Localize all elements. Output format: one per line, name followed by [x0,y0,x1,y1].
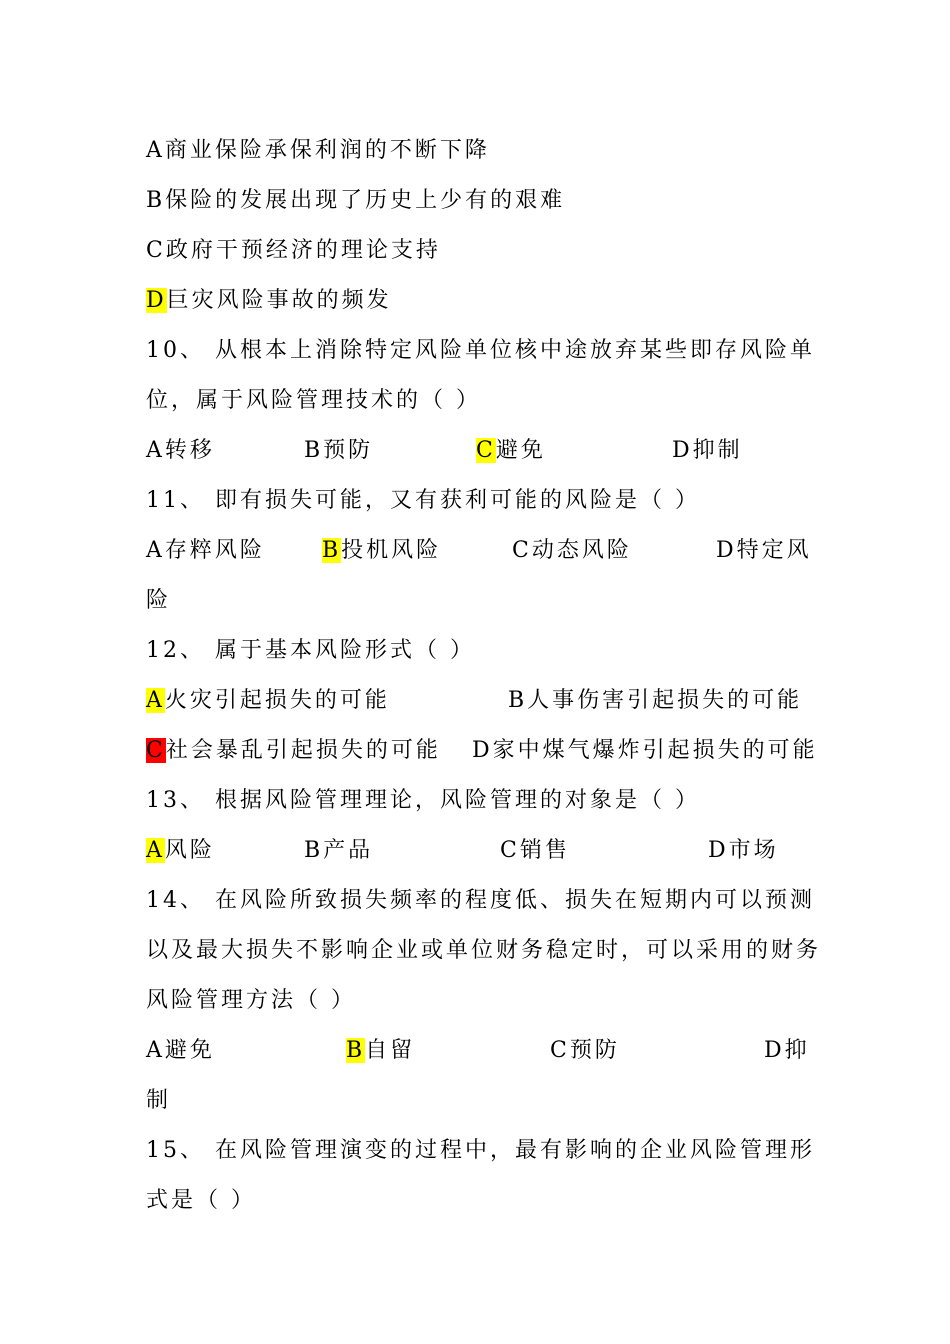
q14-option-d-wrap: 制 [146,1088,172,1113]
answer-highlight: A [146,838,165,863]
q10-stem-line1: 10、 从根本上消除特定风险单位核中途放弃某些即存风险单 [146,338,815,363]
q12-option-c [146,736,441,766]
q14-stem-line2: 以及最大损失不影响企业或单位财务稳定时，可以采用的财务 [146,938,822,963]
answer-highlight: C [476,438,496,463]
q11-option-d: D特定风 [716,538,812,563]
q11-option-a: A存粹风险 [146,538,265,563]
q12-option-d: D家中煤气爆炸引起损失的可能 [472,738,818,763]
q10-option-a: A转移 [146,438,215,463]
q14-stem-line3: 风险管理方法（ ） [146,988,356,1013]
q14-option-a: A避免 [146,1038,215,1063]
option-text: 避免 [495,438,546,463]
option-text: 自留 [365,1038,416,1063]
option-text: 巨灾风险事故的频发 [166,288,392,313]
q12-stem: 12、 属于基本风险形式（ ） [146,638,475,663]
q11-stem: 11、 即有损失可能，又有获利可能的风险是（ ） [146,488,700,513]
q13-option-d: D市场 [708,838,779,863]
q9-option-b: B保险的发展出现了历史上少有的艰难 [146,188,566,213]
q9-option-d [146,286,392,316]
q13-stem: 13、 根据风险管理理论，风险管理的对象是（ ） [146,788,700,813]
q14-option-c: C预防 [550,1038,620,1063]
option-text: 风险 [164,838,215,863]
q15-stem-line1: 15、 在风险管理演变的过程中，最有影响的企业风险管理形 [146,1138,815,1163]
q14-option-b [346,1036,415,1066]
answer-highlight-red: C [146,738,166,763]
option-text: 社会暴乱引起损失的可能 [165,738,441,763]
q13-option-c: C销售 [500,838,570,863]
q11-option-d-wrap: 险 [146,588,172,613]
q13-option-a [146,836,215,866]
q12-option-b: B人事伤害引起损失的可能 [508,688,803,713]
q10-option-b: B预防 [304,438,374,463]
q14-stem-line1: 14、 在风险所致损失频率的程度低、损失在短期内可以预测 [146,888,815,913]
q14-option-d: D抑 [764,1038,810,1063]
q9-option-c: C政府干预经济的理论支持 [146,238,441,263]
q10-option-c [476,436,546,466]
option-text: 火灾引起损失的可能 [164,688,390,713]
q12-option-a [146,686,390,716]
answer-highlight: B [322,538,342,563]
option-text: 投机风险 [341,538,442,563]
q10-stem-line2: 位，属于风险管理技术的（ ） [146,388,481,413]
q15-stem-line2: 式是（ ） [146,1188,256,1213]
q13-option-b: B产品 [304,838,374,863]
answer-highlight: B [346,1038,366,1063]
q9-option-a: A商业保险承保利润的不断下降 [146,138,490,163]
q10-option-d: D抑制 [672,438,743,463]
q11-option-c: C动态风险 [512,538,632,563]
q11-option-b [322,536,441,566]
answer-highlight: A [146,688,165,713]
answer-highlight: D [146,288,167,313]
